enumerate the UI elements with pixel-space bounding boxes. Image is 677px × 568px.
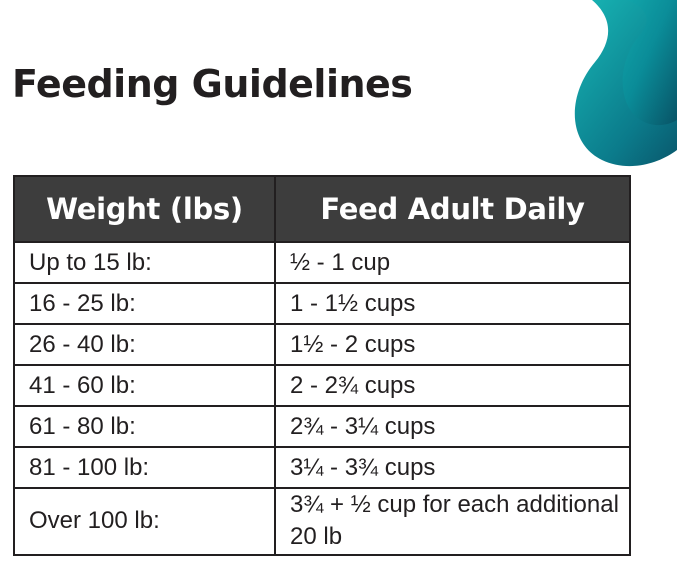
table-row <box>14 406 630 447</box>
table-row <box>14 324 630 365</box>
table-row <box>14 447 630 488</box>
table-row <box>14 283 630 324</box>
table-row <box>14 488 630 555</box>
table-row <box>14 242 630 283</box>
cell-feed: 2¾ - 3¼ cups <box>275 406 630 447</box>
cell-weight: 41 - 60 lb: <box>14 365 275 406</box>
cell-weight: Over 100 lb: <box>14 488 275 555</box>
cell-feed: 3¾ + ½ cup for each additional 20 lb <box>275 488 630 555</box>
table-header <box>14 176 630 242</box>
cell-weight: 26 - 40 lb: <box>14 324 275 365</box>
corner-swoosh-decoration-icon <box>417 0 677 185</box>
feeding-guidelines-table <box>13 175 631 556</box>
cell-weight: Up to 15 lb: <box>14 242 275 283</box>
cell-feed: 1 - 1½ cups <box>275 283 630 324</box>
cell-feed: 3¼ - 3¾ cups <box>275 447 630 488</box>
cell-feed: ½ - 1 cup <box>275 242 630 283</box>
page-title: Feeding Guidelines <box>12 62 413 106</box>
cell-feed: 2 - 2¾ cups <box>275 365 630 406</box>
table-row <box>14 365 630 406</box>
cell-weight: 16 - 25 lb: <box>14 283 275 324</box>
table-body <box>14 242 630 555</box>
cell-feed: 1½ - 2 cups <box>275 324 630 365</box>
column-header-feed: Feed Adult Daily <box>275 176 630 242</box>
column-header-weight: Weight (lbs) <box>14 176 275 242</box>
cell-weight: 61 - 80 lb: <box>14 406 275 447</box>
cell-weight: 81 - 100 lb: <box>14 447 275 488</box>
table-header-row <box>14 176 630 242</box>
